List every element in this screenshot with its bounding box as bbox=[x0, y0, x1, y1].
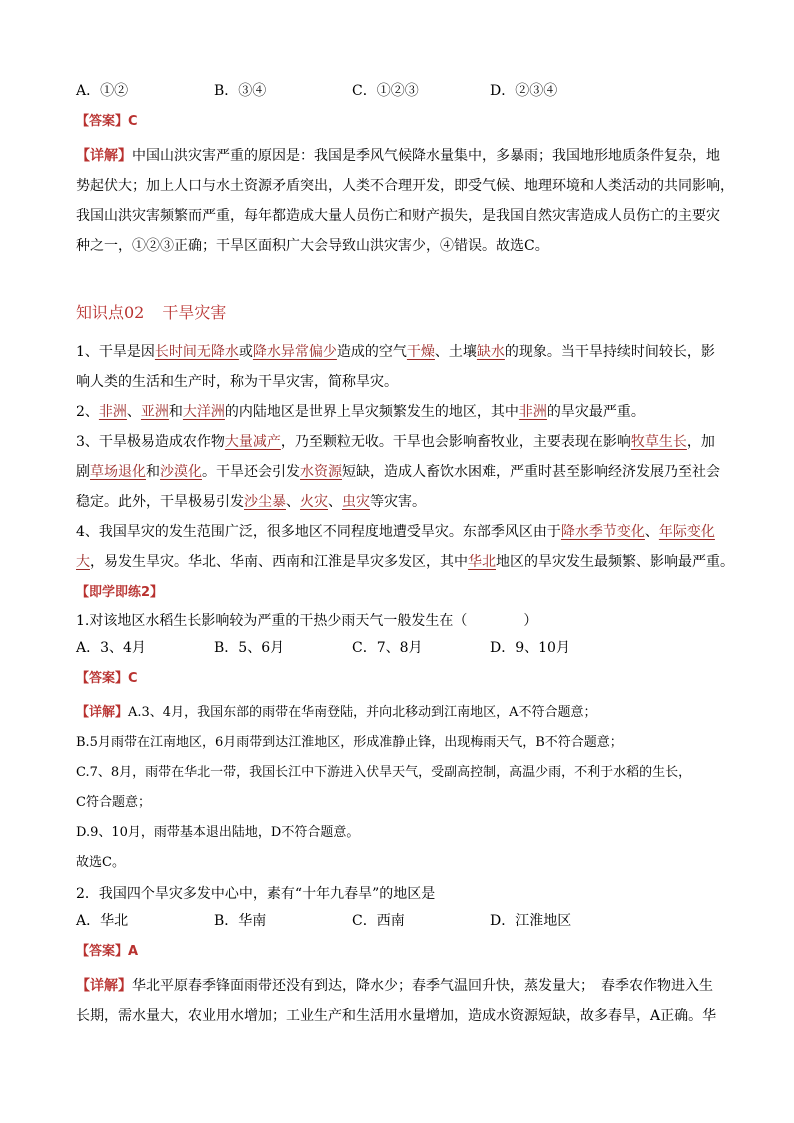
question-1-answer bbox=[76, 668, 720, 690]
question-1-options bbox=[76, 637, 720, 659]
option-b: B．5、6月 bbox=[214, 640, 285, 656]
keyword: 干燥 bbox=[406, 344, 435, 360]
keyword: 降水季节变化 bbox=[560, 524, 645, 540]
keyword: 牧草生长 bbox=[630, 434, 687, 450]
question-2-stem: 2．我国四个旱灾多发中心中，素有“十年九春旱”的地区是 bbox=[76, 886, 436, 902]
keyword: 非洲 bbox=[518, 404, 547, 420]
detail-line: 故选C。 bbox=[76, 855, 125, 870]
option-a: A．华北 bbox=[76, 913, 129, 929]
knowledge-point-3-cont2: 稳定。此外，干旱极易引发沙尘暴、火灾、虫灾等灾害。 bbox=[76, 494, 426, 510]
answer-value: C bbox=[128, 671, 138, 686]
keyword: 大量减产 bbox=[224, 434, 281, 450]
detail-line: 中国山洪灾害严重的原因是：我国是季风气候降水量集中，多暴雨；我国地形地质条件复杂，地 bbox=[132, 148, 720, 164]
keyword: 缺水 bbox=[476, 344, 505, 360]
keyword: 草场退化 bbox=[90, 464, 146, 480]
question-2-options bbox=[76, 910, 720, 932]
detail-label: 【详解】 bbox=[76, 148, 132, 164]
answer-label: 【答案】 bbox=[76, 671, 129, 686]
option-c: C．7、8月 bbox=[352, 640, 423, 656]
option-b: B．华南 bbox=[214, 913, 267, 929]
answer-value: A bbox=[128, 944, 139, 959]
option-a: A．3、4月 bbox=[76, 640, 146, 656]
keyword: 火灾 bbox=[300, 494, 328, 510]
prev-answer bbox=[76, 111, 720, 133]
keyword: 长时间无降水 bbox=[154, 344, 239, 360]
question-1-detail bbox=[76, 698, 720, 878]
keyword: 水资源 bbox=[300, 464, 342, 480]
question-2-detail bbox=[76, 971, 720, 1031]
detail-line: A.3、4月，我国东部的雨带在华南登陆，并向北移动到江南地区，A不符合题意； bbox=[128, 705, 597, 720]
knowledge-point-2: 2、非洲、亚洲和大洋洲的内陆地区是世界上旱灾频繁发生的地区，其中非洲的旱灾最严重。 bbox=[76, 404, 645, 420]
knowledge-point-1: 1、干旱是因长时间无降水或降水异常偏少造成的空气干燥、土壤缺水的现象。当干旱持续时间较长，影 bbox=[76, 344, 715, 360]
option-c: C．①②③ bbox=[352, 83, 419, 99]
option-d: D．②③④ bbox=[490, 83, 558, 99]
knowledge-point-4-cont: 大，易发生旱灾。华北、华南、西南和江淮是旱灾多发区，其中华北地区的旱灾发生最频繁、影响最严重。 bbox=[76, 554, 734, 570]
knowledge-points bbox=[76, 337, 734, 577]
detail-line: C符合题意； bbox=[76, 795, 151, 810]
option-d: D．9、10月 bbox=[490, 640, 570, 656]
keyword: 亚洲 bbox=[140, 404, 169, 420]
prev-question-options bbox=[76, 80, 720, 102]
keyword: 沙尘暴 bbox=[244, 494, 286, 510]
document-page bbox=[76, 80, 734, 1031]
detail-line: 种之一，①②③正确；干旱区面积广大会导致山洪灾害少，④错误。故选C。 bbox=[76, 238, 549, 254]
option-d: D．江淮地区 bbox=[490, 913, 572, 929]
option-c: C．西南 bbox=[352, 913, 405, 929]
keyword: 华北 bbox=[468, 554, 496, 570]
keyword: 非洲 bbox=[98, 404, 127, 420]
question-1-stem: 1.对该地区水稻生长影响较为严重的干热少雨天气一般发生在（ ） bbox=[76, 613, 538, 629]
keyword: 大 bbox=[76, 554, 90, 570]
detail-line: C.7、8月，雨带在华北一带，我国长江中下游进入伏旱天气，受副高控制，高温少雨，不利于水稻的生长， bbox=[76, 765, 692, 780]
detail-line: 我国山洪灾害频繁而严重，每年都造成大量人员伤亡和财产损失，是我国自然灾害造成人员伤亡的主要灾 bbox=[76, 208, 720, 224]
section-number: 知识点02 bbox=[76, 303, 145, 322]
keyword: 沙漠化 bbox=[160, 464, 202, 480]
detail-line: D.9、10月，雨带基本退出陆地，D不符合题意。 bbox=[76, 825, 360, 840]
detail-line: 长期，需水量大，农业用水增加；工业生产和生活用水量增加，造成水资源短缺，故多春旱，A正确。华 bbox=[76, 1008, 717, 1024]
practice-heading: 【即学即练2】 bbox=[76, 585, 164, 600]
keyword: 虫灾 bbox=[342, 494, 370, 510]
prev-detail bbox=[76, 141, 734, 261]
knowledge-point-4: 4、我国旱灾的发生范围广泛，很多地区不同程度地遭受旱灾。东部季风区由于降水季节变化、年际变化 bbox=[76, 524, 715, 540]
detail-label: 【详解】 bbox=[76, 705, 129, 720]
detail-line: 势起伏大；加上人口与水土资源矛盾突出，人类不合理开发，即受气候、地理环境和人类活动的共同影响， bbox=[76, 178, 734, 194]
detail-line: B.5月雨带在江南地区，6月雨带到达江淮地区，形成准静止锋，出现梅雨天气，B不符合题意； bbox=[76, 735, 623, 750]
section-heading bbox=[76, 301, 720, 325]
keyword: 大洋洲 bbox=[182, 404, 225, 420]
option-b: B．③④ bbox=[214, 83, 267, 99]
question-2-answer bbox=[76, 941, 720, 963]
option-a: A．①② bbox=[76, 83, 129, 99]
answer-label: 【答案】 bbox=[76, 114, 129, 129]
detail-label: 【详解】 bbox=[76, 978, 132, 994]
answer-value: C bbox=[128, 114, 138, 129]
detail-line: 华北平原春季锋面雨带还没有到达，降水少；春季气温回升快，蒸发量大； 春季农作物进入生 bbox=[132, 978, 713, 994]
knowledge-point-1-cont: 响人类的生活和生产时，称为干旱灾害，简称旱灾。 bbox=[76, 374, 398, 390]
keyword: 年际变化 bbox=[658, 524, 715, 540]
knowledge-point-3: 3、干旱极易造成农作物大量减产，乃至颗粒无收。干旱也会影响畜牧业，主要表现在影响牧草生长，加 bbox=[76, 434, 715, 450]
section-title: 干旱灾害 bbox=[162, 303, 227, 322]
knowledge-point-3-cont: 剧草场退化和沙漠化。干旱还会引发水资源短缺，造成人畜饮水困难，严重时甚至影响经济发展乃至社会 bbox=[76, 464, 720, 480]
answer-label: 【答案】 bbox=[76, 944, 129, 959]
keyword: 降水异常偏少 bbox=[252, 344, 337, 360]
